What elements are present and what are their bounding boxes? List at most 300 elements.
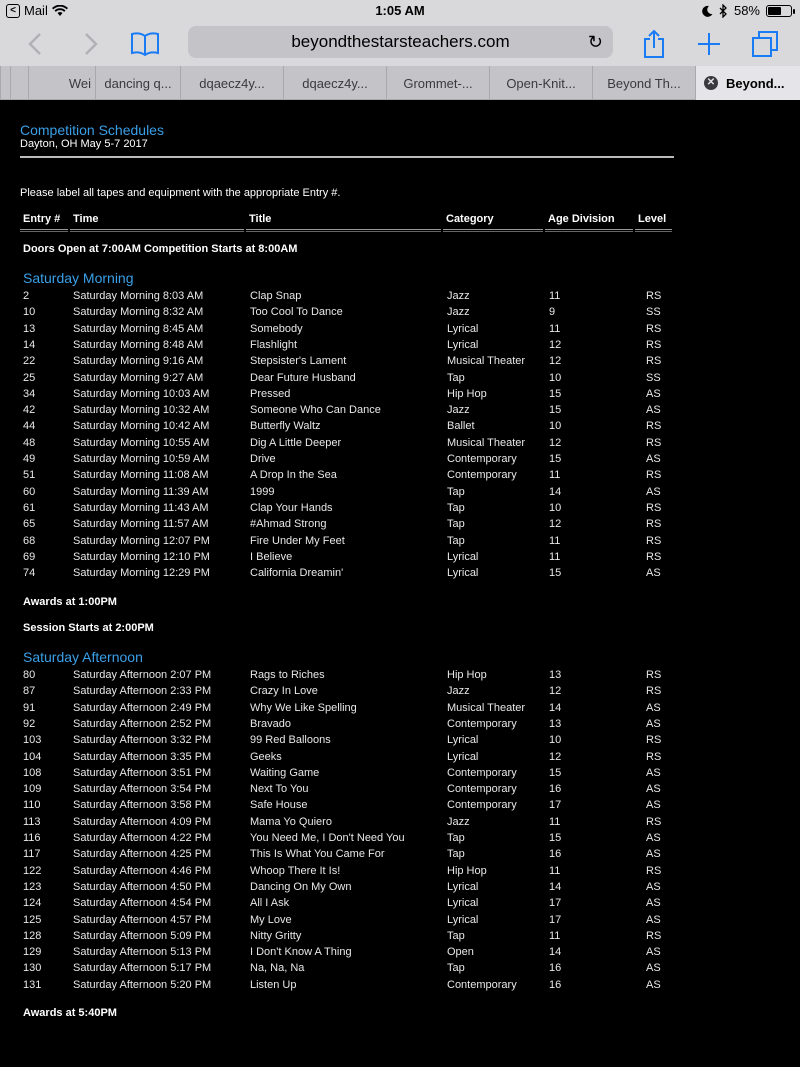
web-page <box>0 100 800 1067</box>
entry-time: Saturday Afternoon 3:54 PM <box>73 783 212 796</box>
entry-time: Saturday Morning 8:48 AM <box>73 338 204 351</box>
entry-time: Saturday Afternoon 3:32 PM <box>73 734 212 747</box>
entry-level: RS <box>646 750 662 763</box>
entry-age: 13 <box>549 717 562 730</box>
tab-item[interactable] <box>10 66 28 100</box>
entry-level: AS <box>646 946 661 959</box>
tab-item[interactable]: dancing q... <box>95 66 180 100</box>
tab-item[interactable]: Open-Knit... <box>489 66 592 100</box>
tab-item[interactable]: dqaecz4y... <box>283 66 386 100</box>
entry-time: Saturday Morning 11:43 AM <box>73 501 209 514</box>
entry-age: 15 <box>549 404 562 417</box>
entry-category: Lyrical <box>447 322 479 335</box>
entry-time: Saturday Morning 11:57 AM <box>73 518 209 531</box>
back-app-label[interactable]: Mail <box>24 3 48 18</box>
entry-number: 80 <box>23 669 36 681</box>
entry-title: Mama Yo Quiero <box>250 815 332 828</box>
entry-number: 117 <box>23 848 41 861</box>
table-row <box>0 848 700 864</box>
entry-number: 91 <box>23 701 36 714</box>
divider <box>20 156 674 158</box>
entry-age: 14 <box>549 701 562 714</box>
battery-percent: 58% <box>733 3 760 18</box>
entry-time: Saturday Afternoon 2:49 PM <box>73 701 212 714</box>
plus-icon <box>697 32 721 56</box>
entry-age: 16 <box>549 783 562 796</box>
table-row <box>0 799 700 815</box>
entry-category: Tap <box>447 929 465 942</box>
doors-open-text: Doors Open at 7:00AM Competition Starts at 8:00AM <box>23 243 298 255</box>
entry-title: Why We Like Spelling <box>250 701 357 714</box>
entry-level: RS <box>646 550 662 563</box>
entry-number: 110 <box>23 799 41 812</box>
session-start-text: Session Starts at 2:00PM <box>23 622 154 634</box>
entry-category: Lyrical <box>447 750 479 763</box>
entry-age: 9 <box>549 306 556 319</box>
table-row <box>0 962 700 978</box>
entry-level: AS <box>646 848 661 861</box>
table-row <box>0 767 700 783</box>
entry-age: 14 <box>549 946 562 959</box>
table-row <box>0 832 700 848</box>
entry-age: 11 <box>549 322 561 335</box>
entry-time: Saturday Morning 11:08 AM <box>73 469 209 482</box>
entry-time: Saturday Afternoon 4:09 PM <box>73 815 212 828</box>
entry-level: AS <box>646 962 661 975</box>
entry-title: I Don't Know A Thing <box>250 946 352 959</box>
back-button[interactable] <box>18 27 52 61</box>
entry-time: Saturday Afternoon 2:07 PM <box>73 669 212 681</box>
entry-title: I Believe <box>250 550 293 563</box>
entry-number: 60 <box>23 485 36 498</box>
entry-time: Saturday Afternoon 4:54 PM <box>73 897 212 910</box>
entry-number: 123 <box>23 880 42 893</box>
header-title: Title <box>246 213 441 230</box>
entry-category: Tap <box>447 501 465 514</box>
table-row <box>0 306 700 322</box>
entry-level: RS <box>646 685 662 698</box>
table-row <box>0 881 700 897</box>
entry-age: 16 <box>549 962 562 975</box>
entry-level: RS <box>646 355 662 368</box>
entry-number: 49 <box>23 453 36 465</box>
entry-category: Open <box>447 946 474 959</box>
entry-level: RS <box>646 338 662 351</box>
entry-title: Flashlight <box>250 338 298 351</box>
table-row <box>0 339 700 355</box>
entry-level: RS <box>646 734 662 747</box>
entry-level: RS <box>646 864 662 877</box>
entry-level: AS <box>646 485 661 498</box>
entry-title: Stepsister's Lament <box>250 355 347 368</box>
entry-category: Musical Theater <box>447 701 526 714</box>
entry-category: Lyrical <box>447 734 479 747</box>
tabs-overview-button[interactable] <box>748 27 782 61</box>
entry-level: AS <box>646 897 661 910</box>
address-bar[interactable] <box>188 26 613 58</box>
entry-category: Lyrical <box>447 567 479 580</box>
entry-time: Saturday Afternoon 4:57 PM <box>73 913 212 926</box>
tab-item-active[interactable]: ✕ Beyond... <box>695 66 800 100</box>
header-level: Level <box>635 213 672 230</box>
entry-title: Too Cool To Dance <box>250 306 343 319</box>
entry-time: Saturday Morning 8:32 AM <box>73 306 204 319</box>
entry-category: Tap <box>447 518 465 531</box>
entry-level: RS <box>646 290 662 302</box>
page-title: Competition Schedules <box>20 122 164 138</box>
entry-title: Listen Up <box>250 978 297 991</box>
table-row <box>0 323 700 339</box>
section-title-morning: Saturday Morning <box>23 270 134 286</box>
table-row <box>0 469 700 485</box>
chevron-right-icon <box>84 32 98 56</box>
entry-level: AS <box>646 701 661 714</box>
entry-title: Rags to Riches <box>250 669 325 681</box>
tab-item[interactable]: Beyond Th... <box>592 66 695 100</box>
table-row <box>0 420 700 436</box>
entry-age: 11 <box>549 534 561 547</box>
entry-level: AS <box>646 387 661 400</box>
entry-time: Saturday Morning 10:32 AM <box>73 404 210 417</box>
entry-age: 15 <box>549 766 562 779</box>
table-row <box>0 816 700 832</box>
entry-title: Bravado <box>250 717 291 730</box>
entry-number: 44 <box>23 420 36 433</box>
entry-title: Clap Your Hands <box>250 501 333 514</box>
entry-age: 16 <box>549 848 562 861</box>
table-row <box>0 685 700 701</box>
entry-time: Saturday Morning 8:03 AM <box>73 290 204 302</box>
entry-number: 128 <box>23 929 42 942</box>
entry-category: Tap <box>447 485 465 498</box>
entry-time: Saturday Afternoon 5:13 PM <box>73 946 212 959</box>
entry-level: RS <box>646 815 662 828</box>
entry-title: Someone Who Can Dance <box>250 404 381 417</box>
entry-category: Lyrical <box>447 897 479 910</box>
entry-category: Lyrical <box>447 550 479 563</box>
entry-level: RS <box>646 518 662 531</box>
entry-title: Nitty Gritty <box>250 929 302 942</box>
entry-title: 99 Red Balloons <box>250 734 331 747</box>
chevron-left-icon <box>28 32 42 56</box>
browser-toolbar <box>0 22 800 66</box>
entry-age: 16 <box>549 978 562 991</box>
entry-title: Somebody <box>250 322 303 335</box>
entry-age: 12 <box>549 355 562 368</box>
entry-title: Whoop There It Is! <box>250 864 341 877</box>
entry-age: 10 <box>549 501 562 514</box>
header-category: Category <box>443 213 543 230</box>
entry-time: Saturday Morning 12:10 PM <box>73 550 210 563</box>
table-row <box>0 897 700 913</box>
entry-time: Saturday Morning 9:16 AM <box>73 355 204 368</box>
tab-item[interactable]: Grommet-... <box>386 66 489 100</box>
entry-category: Tap <box>447 962 465 975</box>
entry-title: You Need Me, I Don't Need You <box>250 832 405 844</box>
entry-time: Saturday Afternoon 2:52 PM <box>73 717 212 730</box>
back-to-app-icon[interactable]: < <box>6 4 20 18</box>
entry-number: 92 <box>23 717 36 730</box>
table-row <box>0 946 700 962</box>
entry-title: All I Ask <box>250 897 290 910</box>
entry-title: A Drop In the Sea <box>250 469 337 482</box>
entry-category: Contemporary <box>447 453 517 465</box>
entry-time: Saturday Morning 10:42 AM <box>73 420 210 433</box>
entry-number: 14 <box>23 338 36 351</box>
entry-title: Safe House <box>250 799 308 812</box>
header-time: Time <box>70 213 244 230</box>
entry-age: 10 <box>549 734 562 747</box>
table-row <box>0 567 700 583</box>
entry-title: Dancing On My Own <box>250 880 352 893</box>
entry-time: Saturday Afternoon 4:22 PM <box>73 832 212 844</box>
entry-category: Hip Hop <box>447 864 487 877</box>
entry-category: Tap <box>447 371 465 384</box>
entry-category: Jazz <box>447 685 470 698</box>
entry-age: 15 <box>549 453 562 465</box>
entry-category: Lyrical <box>447 913 479 926</box>
entry-title: Na, Na, Na <box>250 962 305 975</box>
header-age: Age Division <box>545 213 633 230</box>
new-tab-button[interactable] <box>692 27 726 61</box>
entry-number: 122 <box>23 864 42 877</box>
entry-time: Saturday Morning 10:59 AM <box>73 453 210 465</box>
entry-category: Jazz <box>447 306 470 319</box>
entry-age: 17 <box>549 913 562 926</box>
entry-category: Tap <box>447 832 465 844</box>
entry-level: AS <box>646 913 661 926</box>
instruction-note: Please label all tapes and equipment with the appropriate Entry #. <box>20 187 341 199</box>
table-row <box>0 502 700 518</box>
share-button[interactable] <box>637 27 671 61</box>
entry-age: 17 <box>549 897 562 910</box>
entry-time: Saturday Afternoon 5:20 PM <box>73 978 212 991</box>
table-row <box>0 751 700 767</box>
entry-number: 109 <box>23 783 42 796</box>
entry-time: Saturday Afternoon 5:17 PM <box>73 962 212 975</box>
entry-time: Saturday Afternoon 2:33 PM <box>73 685 212 698</box>
share-icon <box>642 29 666 59</box>
table-row <box>0 355 700 371</box>
entry-age: 11 <box>549 864 561 877</box>
entry-title: Pressed <box>250 387 291 400</box>
entry-time: Saturday Afternoon 3:35 PM <box>73 750 212 763</box>
entry-number: 25 <box>23 371 36 384</box>
entry-title: Geeks <box>250 750 282 763</box>
entry-age: 13 <box>549 669 562 681</box>
entry-age: 15 <box>549 832 562 844</box>
table-row <box>0 734 700 750</box>
entry-category: Musical Theater <box>447 436 526 449</box>
entry-number: 51 <box>23 469 36 482</box>
book-icon <box>130 31 160 57</box>
entry-level: AS <box>646 404 661 417</box>
entry-level: RS <box>646 501 662 514</box>
bluetooth-icon <box>719 4 728 18</box>
entry-title: Crazy In Love <box>250 685 318 698</box>
entry-title: Waiting Game <box>250 766 320 779</box>
entry-title: Dear Future Husband <box>250 371 356 384</box>
entry-number: 42 <box>23 404 36 417</box>
tab-item[interactable]: dqaecz4y... <box>180 66 283 100</box>
entry-level: AS <box>646 978 661 991</box>
entry-title: 1999 <box>250 485 275 498</box>
entry-number: 48 <box>23 436 36 449</box>
entry-number: 2 <box>23 290 30 302</box>
entry-age: 12 <box>549 685 562 698</box>
awards-text: Awards at 5:40PM <box>23 1007 117 1019</box>
table-row <box>0 669 700 685</box>
entry-category: Contemporary <box>447 469 517 482</box>
entry-age: 12 <box>549 750 562 763</box>
entry-level: SS <box>646 371 661 384</box>
table-row <box>0 453 700 469</box>
entry-category: Tap <box>447 848 465 861</box>
entry-time: Saturday Afternoon 4:46 PM <box>73 864 212 877</box>
entry-category: Ballet <box>447 420 475 433</box>
table-row <box>0 518 700 534</box>
entry-category: Contemporary <box>447 766 517 779</box>
entry-number: 129 <box>23 946 42 959</box>
tab-item[interactable] <box>0 66 10 100</box>
entry-number: 22 <box>23 355 36 368</box>
entry-time: Saturday Afternoon 4:50 PM <box>73 880 212 893</box>
entry-age: 17 <box>549 799 562 812</box>
header-entry: Entry # <box>20 213 68 230</box>
entry-time: Saturday Afternoon 3:58 PM <box>73 799 212 812</box>
tabs-icon <box>751 30 779 58</box>
entry-time: Saturday Afternoon 5:09 PM <box>73 929 212 942</box>
table-row <box>0 551 700 567</box>
table-row <box>0 702 700 718</box>
entry-number: 13 <box>23 322 36 335</box>
entry-age: 12 <box>549 338 562 351</box>
entry-title: #Ahmad Strong <box>250 518 327 531</box>
entry-age: 10 <box>549 371 562 384</box>
entry-level: RS <box>646 929 662 942</box>
clock: 1:05 AM <box>375 3 425 18</box>
entry-category: Contemporary <box>447 717 517 730</box>
entry-time: Saturday Afternoon 3:51 PM <box>73 766 212 779</box>
entry-age: 15 <box>549 567 562 580</box>
entry-number: 65 <box>23 518 36 531</box>
entry-number: 131 <box>23 978 42 991</box>
entry-age: 12 <box>549 436 562 449</box>
entry-time: Saturday Morning 8:45 AM <box>73 322 204 335</box>
entry-title: Next To You <box>250 783 309 796</box>
section-title-afternoon: Saturday Afternoon <box>23 649 143 665</box>
entry-number: 74 <box>23 567 36 580</box>
entry-title: Fire Under My Feet <box>250 534 345 547</box>
entry-number: 61 <box>23 501 36 514</box>
entry-time: Saturday Morning 10:55 AM <box>73 436 210 449</box>
entry-title: Clap Snap <box>250 290 302 302</box>
table-row <box>0 372 700 388</box>
entry-age: 15 <box>549 387 562 400</box>
entry-level: RS <box>646 420 662 433</box>
entry-category: Hip Hop <box>447 387 487 400</box>
entry-age: 10 <box>549 420 562 433</box>
entry-time: Saturday Morning 12:07 PM <box>73 534 210 547</box>
entry-title: Drive <box>250 453 276 465</box>
table-row <box>0 404 700 420</box>
entry-level: RS <box>646 322 662 335</box>
entry-number: 113 <box>23 815 41 828</box>
entry-age: 14 <box>549 485 562 498</box>
entry-time: Saturday Morning 12:29 PM <box>73 567 210 580</box>
entry-number: 124 <box>23 897 42 910</box>
bookmarks-button[interactable] <box>128 27 162 61</box>
entry-number: 116 <box>23 832 41 844</box>
tab-bar <box>0 66 800 100</box>
table-row <box>0 914 700 930</box>
entry-level: AS <box>646 766 661 779</box>
entry-age: 11 <box>549 815 561 828</box>
entry-level: RS <box>646 469 662 482</box>
table-row <box>0 865 700 881</box>
entry-age: 14 <box>549 880 562 893</box>
close-tab-icon[interactable]: ✕ <box>704 76 718 90</box>
entry-title: California Dreamin' <box>250 567 344 580</box>
entry-category: Musical Theater <box>447 355 526 368</box>
entry-number: 87 <box>23 685 36 698</box>
entry-level: RS <box>646 669 662 681</box>
table-row <box>0 290 700 306</box>
entry-number: 69 <box>23 550 36 563</box>
entry-level: AS <box>646 717 661 730</box>
table-row <box>0 979 700 995</box>
entry-title: Dig A Little Deeper <box>250 436 342 449</box>
entry-level: AS <box>646 567 661 580</box>
entry-category: Jazz <box>447 290 470 302</box>
table-header <box>20 213 674 231</box>
table-row <box>0 535 700 551</box>
entry-age: 12 <box>549 518 562 531</box>
entry-number: 104 <box>23 750 42 763</box>
table-row <box>0 783 700 799</box>
entry-time: Saturday Morning 10:03 AM <box>73 387 210 400</box>
entry-category: Lyrical <box>447 880 479 893</box>
entry-level: AS <box>646 799 661 812</box>
reload-icon[interactable]: ↻ <box>587 32 603 52</box>
entry-category: Tap <box>447 534 465 547</box>
forward-button[interactable] <box>74 27 108 61</box>
entry-level: RS <box>646 534 662 547</box>
entry-number: 34 <box>23 387 36 400</box>
entry-category: Contemporary <box>447 783 517 796</box>
entry-age: 11 <box>549 290 561 302</box>
table-row <box>0 930 700 946</box>
battery-icon <box>766 5 792 17</box>
entry-level: AS <box>646 832 661 844</box>
entry-number: 103 <box>23 734 42 747</box>
entry-number: 125 <box>23 913 42 926</box>
url-text[interactable]: beyondthestarsteachers.com <box>291 32 510 51</box>
status-bar <box>0 0 800 22</box>
entry-time: Saturday Morning 11:39 AM <box>73 485 209 498</box>
entry-title: Butterfly Waltz <box>250 420 321 433</box>
entry-title: My Love <box>250 913 292 926</box>
entry-level: AS <box>646 453 661 465</box>
table-row <box>0 486 700 502</box>
page-subtitle: Dayton, OH May 5-7 2017 <box>20 138 148 150</box>
entry-category: Lyrical <box>447 338 479 351</box>
table-row <box>0 437 700 453</box>
entry-time: Saturday Morning 9:27 AM <box>73 371 204 384</box>
tab-item[interactable]: Wei <box>28 66 95 100</box>
entry-level: AS <box>646 783 661 796</box>
entry-category: Jazz <box>447 404 470 417</box>
